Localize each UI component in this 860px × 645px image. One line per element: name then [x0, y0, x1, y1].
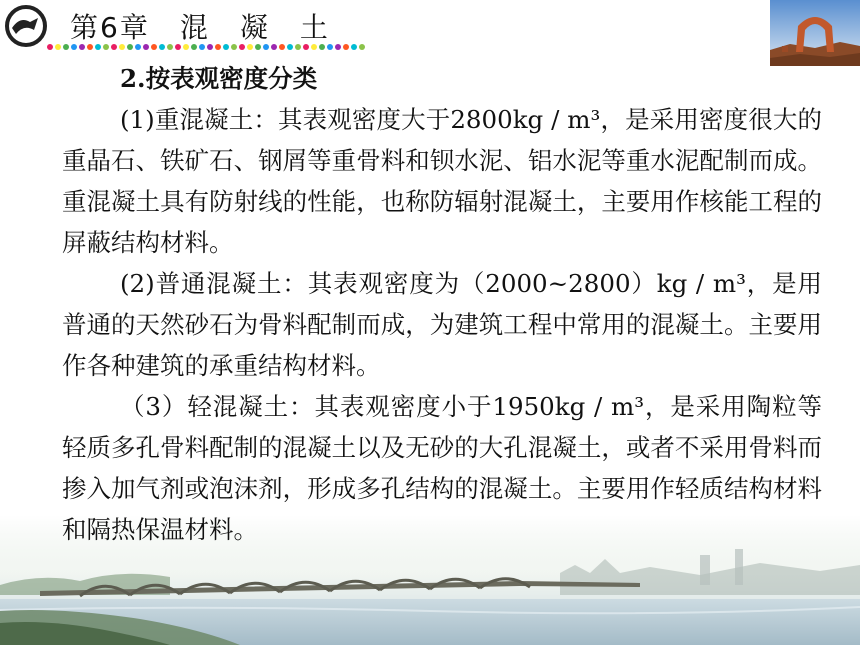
decorative-dot [151, 44, 157, 50]
decorative-dot [111, 44, 117, 50]
paragraph-heavy-concrete: (1)重混凝土：其表观密度大于2800kg / m³，是采用密度很大的重晶石、铁矿石、钢屑等重骨料和钡水泥、铝水泥等重水泥配制而成。重混凝土具有防射线的性能，也称防辐射混凝土，主要用作核能工程的屏蔽结构材料。 [62, 105, 822, 257]
decorative-dot [223, 44, 229, 50]
decorative-dot [271, 44, 277, 50]
decorative-dot [79, 44, 85, 50]
red-rock-arch-photo [770, 0, 860, 66]
decorative-dot [135, 44, 141, 50]
decorative-dot [295, 44, 301, 50]
decorative-dot [167, 44, 173, 50]
decorative-dot [327, 44, 333, 50]
decorative-dot [311, 44, 317, 50]
decorative-dot [359, 44, 365, 50]
decorative-dot [247, 44, 253, 50]
decorative-dot [183, 44, 189, 50]
section-heading: 2.按表观密度分类 [120, 64, 318, 93]
decorative-dot [71, 44, 77, 50]
decorative-dot [255, 44, 261, 50]
decorative-dot [215, 44, 221, 50]
decorative-dot [279, 44, 285, 50]
decorative-dot [63, 44, 69, 50]
decorative-dot [103, 44, 109, 50]
decorative-dot [175, 44, 181, 50]
decorative-dot-row [46, 42, 366, 52]
circle-arrow-logo-icon [4, 4, 48, 48]
decorative-dot [119, 44, 125, 50]
paragraph-light-concrete: （3）轻混凝土：其表观密度小于1950kg / m³，是采用陶粒等轻质多孔骨料配制的混凝土以及无砂的大孔混凝土，或者不采用骨料而掺入加气剂或泡沫剂，形成多孔结构的混凝土。主要用作轻质结构材料和隔热保温材料。 [62, 392, 822, 544]
decorative-dot [47, 44, 53, 50]
decorative-dot [143, 44, 149, 50]
decorative-dot [199, 44, 205, 50]
main-content [62, 58, 822, 550]
decorative-dot [263, 44, 269, 50]
decorative-dot [239, 44, 245, 50]
decorative-dot [287, 44, 293, 50]
paragraph-normal-concrete: (2)普通混凝土：其表观密度为（2000~2800）kg / m³，是用普通的天然砂石为骨料配制而成，为建筑工程中常用的混凝土。主要用作各种建筑的承重结构材料。 [62, 269, 822, 380]
decorative-dot [231, 44, 237, 50]
decorative-dot [351, 44, 357, 50]
decorative-dot [95, 44, 101, 50]
chapter-title: 第6章 混 凝 土 [70, 11, 330, 44]
decorative-dot [159, 44, 165, 50]
decorative-dot [55, 44, 61, 50]
decorative-dot [191, 44, 197, 50]
decorative-dot [343, 44, 349, 50]
decorative-dot [87, 44, 93, 50]
decorative-dot [319, 44, 325, 50]
decorative-dot [207, 44, 213, 50]
decorative-dot [303, 44, 309, 50]
decorative-dot [127, 44, 133, 50]
decorative-dot [335, 44, 341, 50]
